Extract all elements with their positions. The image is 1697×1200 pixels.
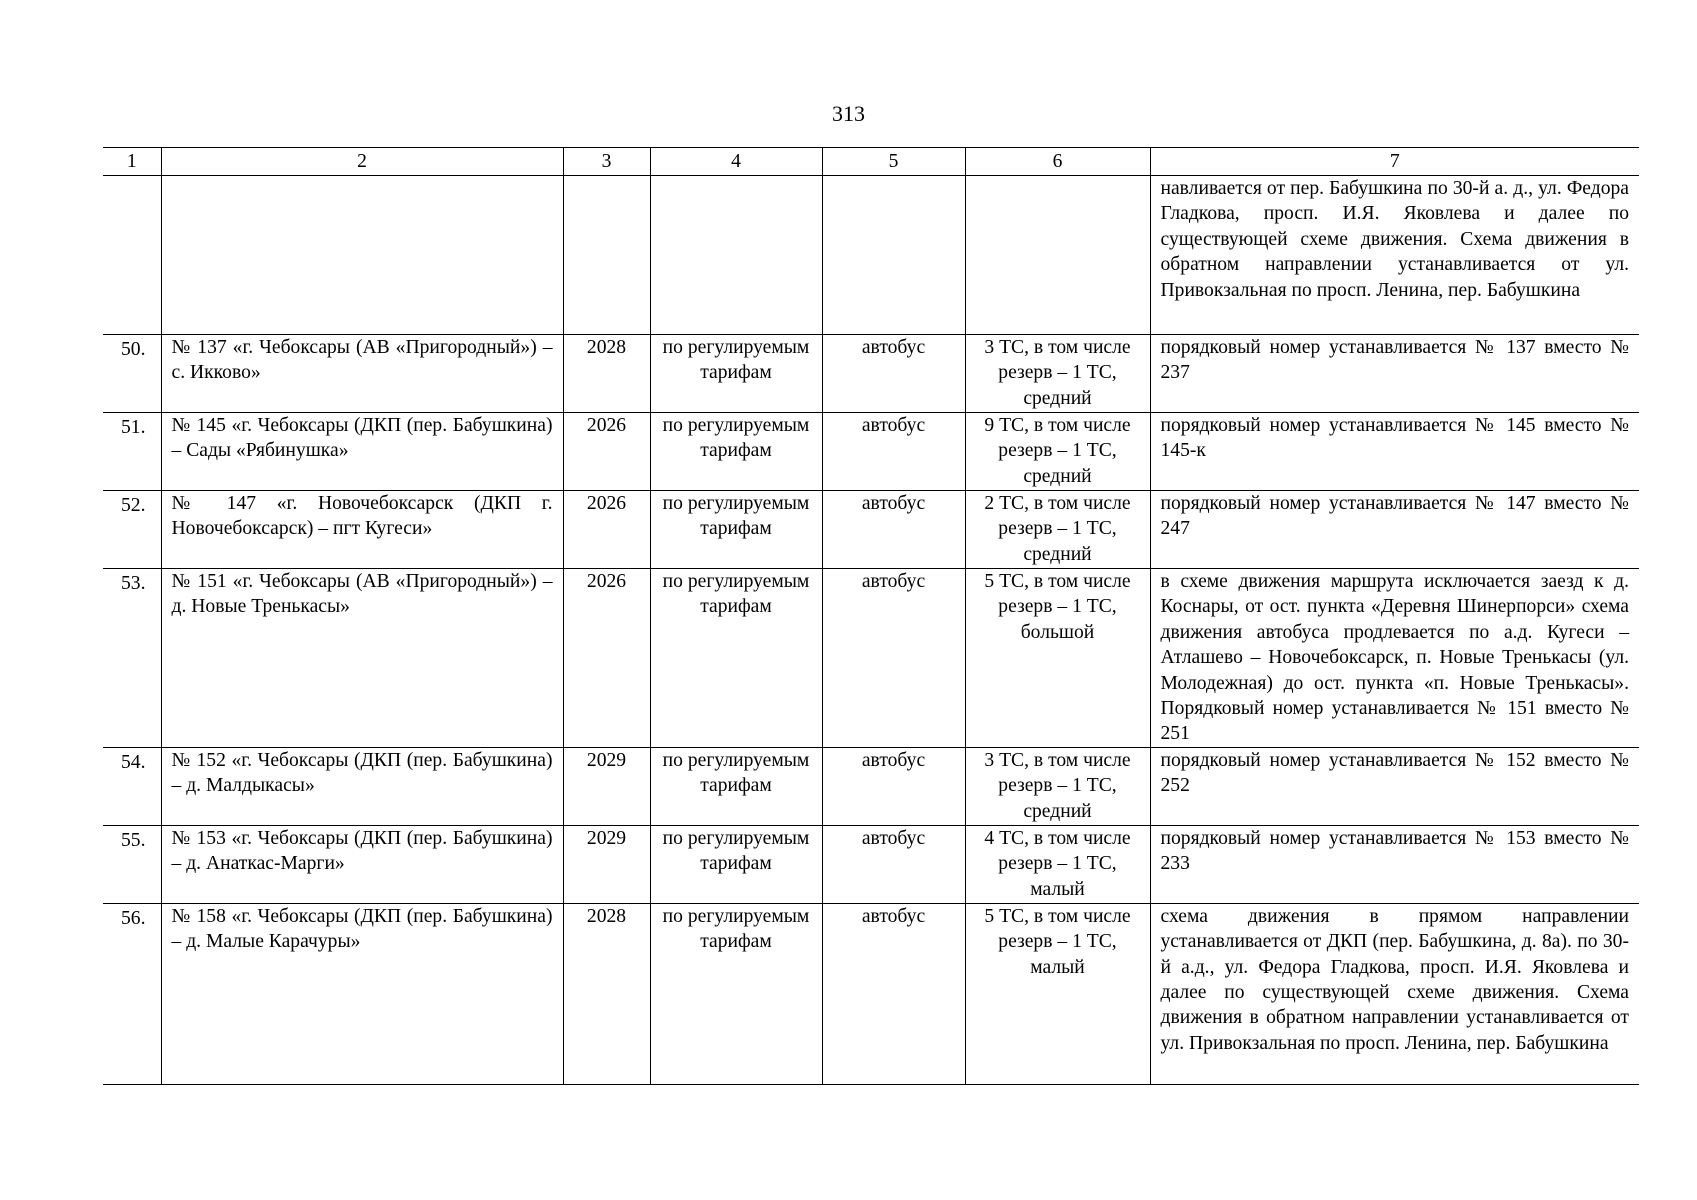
table-row <box>103 825 1639 903</box>
cell-tariff: по регулируемым тарифам <box>650 569 822 748</box>
cell-route <box>161 176 563 335</box>
cell-vehicle: автобус <box>822 413 965 491</box>
cell-number <box>103 176 161 335</box>
cell-changes: порядковый номер устанавливается № 152 вместо № 252 <box>1150 747 1639 825</box>
table-row <box>103 747 1639 825</box>
header-col-2: 2 <box>161 148 563 176</box>
cell-vehicle: автобус <box>822 335 965 413</box>
header-col-7: 7 <box>1150 148 1639 176</box>
cell-tariff: по регулируемым тарифам <box>650 413 822 491</box>
continuation-row <box>103 176 1639 335</box>
table-row <box>103 569 1639 748</box>
cell-changes: порядковый номер устанавливается № 145 вместо № 145-к <box>1150 413 1639 491</box>
cell-year: 2029 <box>563 747 650 825</box>
routes-table <box>103 147 1639 1085</box>
cell-route: № 137 «г. Чебоксары (АВ «Пригородный») – с. Икково» <box>161 335 563 413</box>
cell-vehicle <box>822 176 965 335</box>
cell-changes: в схеме движения маршрута исключается заезд к д. Коснары, от ост. пункта «Деревня Шинерпорси» схема движения автобуса продлевается по а.д. Кугеси – Атлашево – Новочебоксарск, п. Новые Тренькасы (ул. Молодежная) до ост. пункта «п. Новые Тренькасы». Порядковый номер устанавливается № 151 вместо № 251 <box>1150 569 1639 748</box>
cell-year: 2029 <box>563 825 650 903</box>
cell-tariff: по регулируемым тарифам <box>650 491 822 569</box>
cell-year: 2028 <box>563 335 650 413</box>
header-col-3: 3 <box>563 148 650 176</box>
cell-vehicle-count: 4 ТС, в том числе резерв – 1 ТС, малый <box>965 825 1150 903</box>
cell-vehicle-count: 3 ТС, в том числе резерв – 1 ТС, средний <box>965 335 1150 413</box>
cell-vehicle-count: 5 ТС, в том числе резерв – 1 ТС, большой <box>965 569 1150 748</box>
cell-vehicle-count: 9 ТС, в том числе резерв – 1 ТС, средний <box>965 413 1150 491</box>
cell-year: 2026 <box>563 413 650 491</box>
cell-vehicle-count: 2 ТС, в том числе резерв – 1 ТС, средний <box>965 491 1150 569</box>
cell-vehicle: автобус <box>822 491 965 569</box>
cell-vehicle: автобус <box>822 903 965 1084</box>
cell-number: 55. <box>103 825 161 903</box>
cell-changes: порядковый номер устанавливается № 137 вместо № 237 <box>1150 335 1639 413</box>
cell-route: № 158 «г. Чебоксары (ДКП (пер. Бабушкина) – д. Малые Карачуры» <box>161 903 563 1084</box>
cell-vehicle-count <box>965 176 1150 335</box>
cell-year <box>563 176 650 335</box>
cell-vehicle-count: 5 ТС, в том числе резерв – 1 ТС, малый <box>965 903 1150 1084</box>
cell-number: 51. <box>103 413 161 491</box>
cell-route: № 145 «г. Чебоксары (ДКП (пер. Бабушкина) – Сады «Рябинушка» <box>161 413 563 491</box>
cell-tariff: по регулируемым тарифам <box>650 903 822 1084</box>
cell-year: 2028 <box>563 903 650 1084</box>
cell-changes: схема движения в прямом направлении устанавливается от ДКП (пер. Бабушкина, д. 8а). по 30-й а.д., ул. Федора Гладкова, просп. И.Я. Яковлева и далее по существующей схеме движения. Схема движения в обратном направлении устанавливается от ул. Привокзальная по просп. Ленина, пер. Бабушкина <box>1150 903 1639 1084</box>
cell-vehicle: автобус <box>822 825 965 903</box>
cell-vehicle: автобус <box>822 569 965 748</box>
cell-tariff: по регулируемым тарифам <box>650 335 822 413</box>
cell-route: № 153 «г. Чебоксары (ДКП (пер. Бабушкина) – д. Анаткас-Марги» <box>161 825 563 903</box>
cell-vehicle: автобус <box>822 747 965 825</box>
table-row <box>103 413 1639 491</box>
cell-year: 2026 <box>563 491 650 569</box>
header-row <box>103 148 1639 176</box>
cell-vehicle-count: 3 ТС, в том числе резерв – 1 ТС, средний <box>965 747 1150 825</box>
cell-changes: навливается от пер. Бабушкина по 30-й а. д., ул. Федора Гладкова, просп. И.Я. Яковлева и далее по существующей схеме движения. Схема движения в обратном направлении устанавливается от ул. Привокзальная по просп. Ленина, пер. Бабушкина <box>1150 176 1639 335</box>
cell-tariff <box>650 176 822 335</box>
cell-route: № 151 «г. Чебоксары (АВ «Пригородный») – д. Новые Тренькасы» <box>161 569 563 748</box>
cell-changes: порядковый номер устанавливается № 147 вместо № 247 <box>1150 491 1639 569</box>
header-col-6: 6 <box>965 148 1150 176</box>
cell-route: № 147 «г. Новочебоксарск (ДКП г. Новочебоксарск) – пгт Кугеси» <box>161 491 563 569</box>
page-number: 313 <box>832 101 865 126</box>
table-row <box>103 903 1639 1084</box>
table-row <box>103 491 1639 569</box>
header-col-4: 4 <box>650 148 822 176</box>
cell-number: 56. <box>103 903 161 1084</box>
cell-changes: порядковый номер устанавливается № 153 вместо № 233 <box>1150 825 1639 903</box>
cell-route: № 152 «г. Чебоксары (ДКП (пер. Бабушкина) – д. Малдыкасы» <box>161 747 563 825</box>
cell-tariff: по регулируемым тарифам <box>650 825 822 903</box>
cell-year: 2026 <box>563 569 650 748</box>
cell-tariff: по регулируемым тарифам <box>650 747 822 825</box>
cell-number: 52. <box>103 491 161 569</box>
header-col-1: 1 <box>103 148 161 176</box>
table-row <box>103 335 1639 413</box>
cell-number: 50. <box>103 335 161 413</box>
header-col-5: 5 <box>822 148 965 176</box>
cell-number: 54. <box>103 747 161 825</box>
cell-number: 53. <box>103 569 161 748</box>
